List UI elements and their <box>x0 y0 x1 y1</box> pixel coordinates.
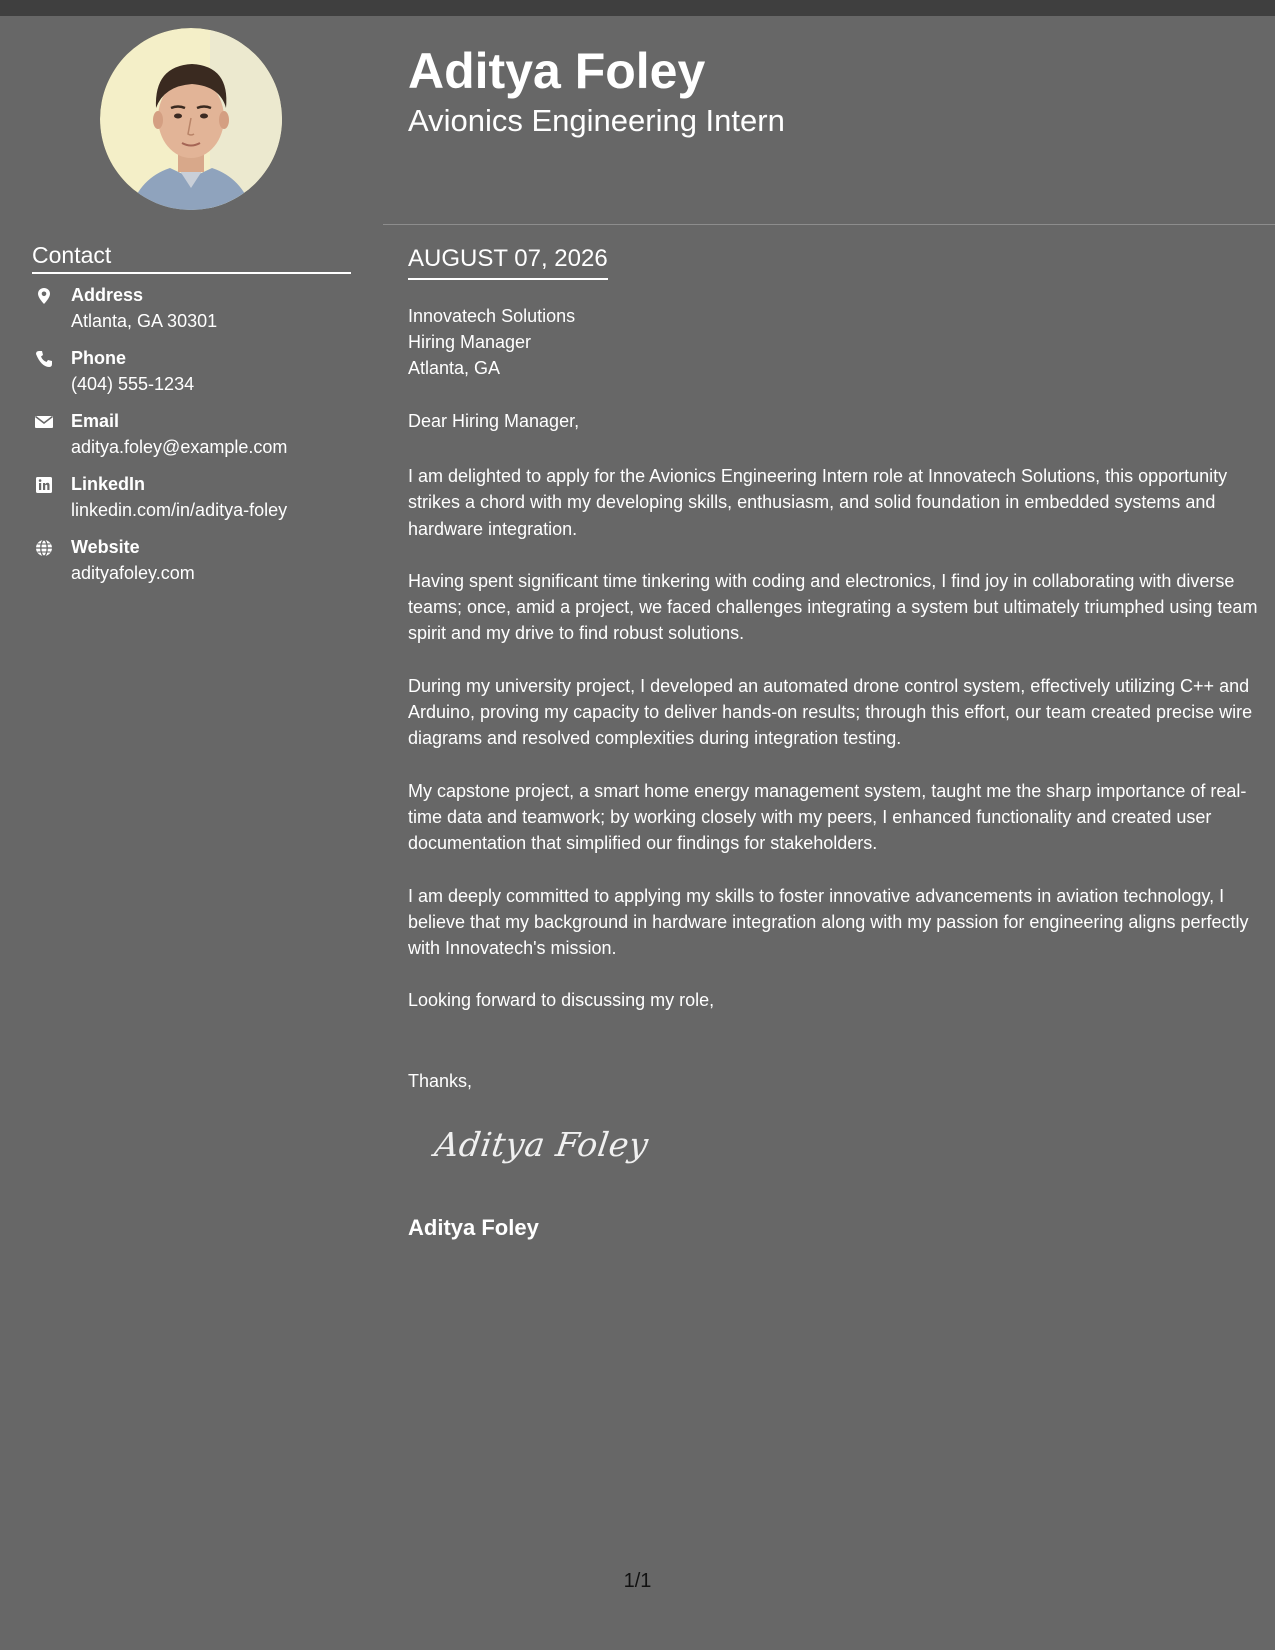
salutation: Dear Hiring Manager, <box>408 411 580 431</box>
letter-paragraph: During my university project, I developed an automated drone control system, effectively utilizing C++ and Arduino, proving my capacity to deliver hands-on results; through this effort, our team created precise wire diagrams and resolved complexities during integration testing. <box>408 675 1253 749</box>
contact-item-phone <box>32 348 352 411</box>
contact-value[interactable]: adityafoley.com <box>71 563 195 583</box>
envelope-icon <box>35 413 53 431</box>
contact-value: (404) 555-1234 <box>71 374 195 394</box>
header-divider <box>383 224 1275 225</box>
applicant-name: Aditya Foley <box>408 43 706 99</box>
applicant-role: Avionics Engineering Intern <box>408 103 785 138</box>
thanks-line: Thanks, <box>408 1071 473 1091</box>
letter-body <box>408 463 1260 987</box>
recipient-block <box>408 303 575 381</box>
avatar <box>100 28 282 210</box>
letter-paragraph: I am deeply committed to applying my skills to foster innovative advancements in aviation technology, I believe that my background in hardware integration along with my passion for engineering aligns perfectly with Innovatech's mission. <box>408 885 1249 959</box>
contact-label: LinkedIn <box>71 474 146 494</box>
contact-item-linkedin <box>32 474 352 537</box>
top-bar <box>0 0 1275 16</box>
letter-paragraph: My capstone project, a smart home energy management system, taught me the sharp importance of real-time data and teamwork; by working closely with my peers, I enhanced functionality and created user documentation that simplified our findings for stakeholders. <box>408 780 1247 854</box>
page-number: 1/1 <box>623 1570 652 1592</box>
recipient-company: Innovatech Solutions <box>408 306 576 326</box>
letter-paragraph: Having spent significant time tinkering with coding and electronics, I find joy in collaborating with diverse teams; once, amid a project, we faced challenges integrating a system but ultimately triumphed using team spirit and my drive to find robust solutions. <box>408 570 1258 644</box>
contact-list <box>32 285 352 600</box>
contact-item-address <box>32 285 352 348</box>
signed-name: Aditya Foley <box>408 1215 539 1240</box>
contact-item-email <box>32 411 352 474</box>
globe-icon <box>35 539 53 557</box>
phone-icon <box>35 350 53 368</box>
contact-heading: Contact <box>32 242 351 274</box>
closing-line: Looking forward to discussing my role, <box>408 990 715 1010</box>
contact-item-website <box>32 537 352 600</box>
letter-date: AUGUST 07, 2026 <box>408 245 608 280</box>
letter-paragraph: I am delighted to apply for the Avionics Engineering Intern role at Innovatech Solutions, this opportunity strikes a chord with my developing skills, enthusiasm, and solid foundation in embedded systems and hardware integration. <box>408 466 1228 539</box>
contact-label: Phone <box>71 348 127 368</box>
contact-label: Website <box>71 537 140 557</box>
recipient-location: Atlanta, GA <box>408 358 501 378</box>
contact-value: Atlanta, GA 30301 <box>71 311 218 331</box>
contact-label: Email <box>71 411 120 431</box>
contact-label: Address <box>71 285 144 305</box>
linkedin-icon <box>35 476 53 494</box>
map-pin-icon <box>35 287 53 305</box>
recipient-title: Hiring Manager <box>408 332 532 352</box>
contact-value[interactable]: aditya.foley@example.com <box>71 437 288 457</box>
handwritten-signature: Aditya Foley <box>432 1125 652 1164</box>
contact-value[interactable]: linkedin.com/in/aditya-foley <box>71 500 288 520</box>
